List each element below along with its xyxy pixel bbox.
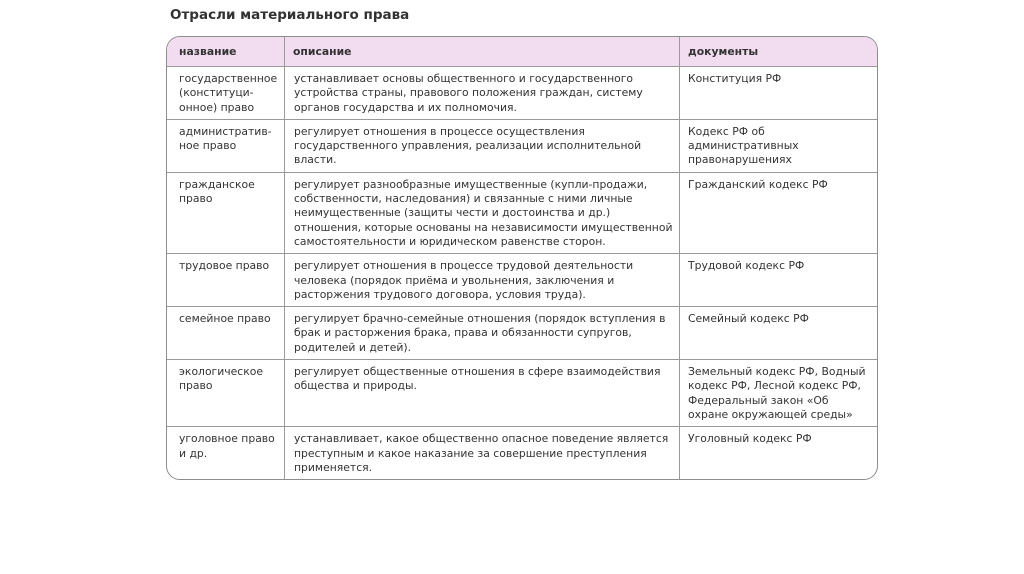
row-description: регулирует разнообразные имущественные (купли-продажи, собственности, наследования) и связанные с ними личные неимущественные (защиты чести и достоинства и др.) отношения, которые основаны на независимости имущественной самостоятельности и юридическом равенстве сторон. bbox=[285, 173, 680, 254]
row-description: устанавливает, какое общественно опасное поведение является преступным и какое наказание за совершение преступления применяется. bbox=[285, 427, 680, 479]
row-name: гражданское право bbox=[167, 173, 285, 254]
row-name: уголовное право и др. bbox=[167, 427, 285, 479]
row-documents: Гражданский кодекс РФ bbox=[680, 173, 877, 254]
row-description: устанавливает основы общественного и государственного устройства страны, правового положения граждан, систему органов государства и их полномочия. bbox=[285, 67, 680, 120]
law-branches-table bbox=[166, 36, 878, 480]
row-documents: Конституция РФ bbox=[680, 67, 877, 120]
row-documents: Кодекс РФ об административных правонарушениях bbox=[680, 120, 877, 173]
row-description: регулирует общественные отношения в сфере взаимодействия общества и природы. bbox=[285, 360, 680, 427]
row-documents: Уголовный кодекс РФ bbox=[688, 432, 812, 446]
row-documents: Земельный кодекс РФ, Водный кодекс РФ, Лесной кодекс РФ, Федеральный закон «Об охране окружающей среды» bbox=[680, 360, 877, 427]
row-documents: Трудовой кодекс РФ bbox=[680, 254, 877, 307]
column-header-description: описание bbox=[285, 37, 680, 67]
row-documents: Семейный кодекс РФ bbox=[680, 307, 877, 360]
column-header-documents: документы bbox=[680, 37, 877, 67]
column-header-name: название bbox=[167, 37, 285, 67]
row-description: регулирует брачно-семейные отношения (порядок вступления в брак и расторжения брака, права и обязанности супругов, родителей и детей). bbox=[285, 307, 680, 360]
row-name: административ-ное право bbox=[167, 120, 285, 173]
row-name: трудовое право bbox=[167, 254, 285, 307]
row-name: государственное (конституци-онное) право bbox=[167, 67, 285, 120]
row-description: регулирует отношения в процессе осуществления государственного управления, реализации исполнительной власти. bbox=[285, 120, 680, 173]
page-title: Отрасли материального права bbox=[170, 7, 410, 23]
row-name: семейное право bbox=[167, 307, 285, 360]
row-description: регулирует отношения в процессе трудовой деятельности человека (порядок приёма и увольнения, заключения и расторжения трудового договора, условия труда). bbox=[285, 254, 680, 307]
row-name: экологическое право bbox=[167, 360, 285, 427]
